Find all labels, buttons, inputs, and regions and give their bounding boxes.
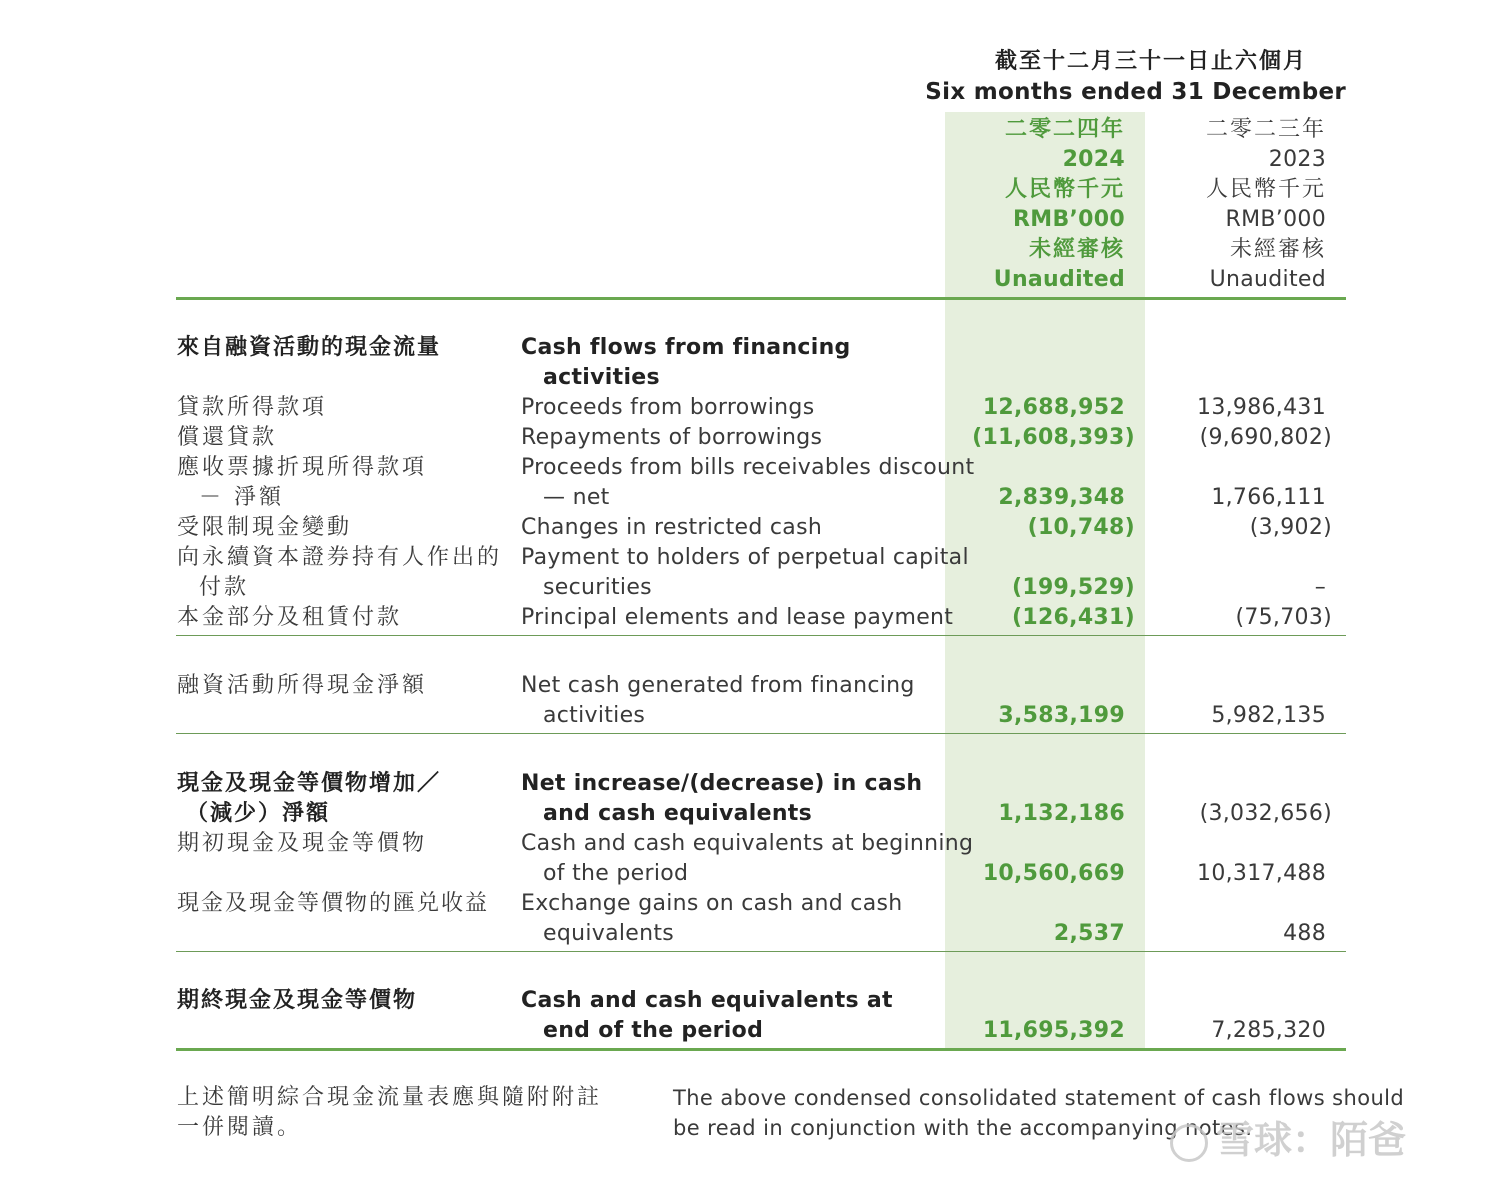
net-increase-label-en-cont: and cash equivalents: [543, 801, 813, 826]
col-2024-unit-zh: 人民幣千元: [1004, 177, 1125, 202]
value-2024: 12,688,952: [982, 395, 1125, 420]
col-2024-audit: Unaudited: [993, 267, 1125, 292]
value-2023: –: [1314, 575, 1326, 600]
value-2024: (11,608,393): [972, 425, 1135, 450]
subtotal-divider: [176, 635, 1346, 636]
row-label-en: Proceeds from borrowings: [521, 395, 815, 420]
row-label-en-cont: securities: [543, 575, 652, 600]
financing-title-en-cont: activities: [543, 365, 660, 390]
value-2024: (199,529): [1011, 575, 1135, 600]
row-label-zh: 應收票據折現所得款項: [177, 455, 428, 480]
footnote-zh: 上述簡明綜合現金流量表應與隨附附註: [177, 1085, 603, 1110]
watermark: [1170, 1118, 1406, 1162]
col-2024-year: 2024: [1062, 147, 1125, 172]
col-2023-year-zh: 二零二三年: [1205, 117, 1326, 142]
watermark-text: 雪球：陌爸: [1216, 1118, 1407, 1162]
net-increase-value-2024: 1,132,186: [998, 801, 1125, 826]
row-label-zh: 償還貸款: [177, 425, 278, 450]
row-label-zh-cont: 付款: [199, 575, 250, 600]
col-2023-unit: RMB’000: [1225, 207, 1326, 232]
exchange-value-2024: 2,537: [1053, 921, 1125, 946]
row-label-en: Repayments of borrowings: [521, 425, 823, 450]
value-2023: 13,986,431: [1197, 395, 1326, 420]
period-title-en: Six months ended 31 December: [925, 79, 1346, 105]
row-label-en-cont: — net: [543, 485, 610, 510]
beginning-value-2024: 10,560,669: [982, 861, 1125, 886]
net-financing-value-2024: 3,583,199: [998, 703, 1125, 728]
beginning-value-2023: 10,317,488: [1197, 861, 1326, 886]
footnote-en: The above condensed consolidated statement of cash flows should: [673, 1086, 1405, 1110]
row-label-en: Principal elements and lease payment: [521, 605, 954, 630]
financing-title-zh: 來自融資活動的現金流量: [177, 335, 442, 360]
col-2023-audit: Unaudited: [1209, 267, 1326, 292]
value-2024: 2,839,348: [998, 485, 1125, 510]
col-2024-unit: RMB’000: [1013, 207, 1125, 232]
beginning-label-en: Cash and cash equivalents at beginning: [521, 831, 974, 856]
net-financing-label-en: Net cash generated from financing: [521, 673, 915, 698]
row-label-en: Proceeds from bills receivables discount: [521, 455, 975, 480]
financing-title-en: Cash flows from financing: [521, 335, 851, 360]
snowball-logo-icon: [1170, 1124, 1208, 1162]
col-2023-unit-zh: 人民幣千元: [1205, 177, 1326, 202]
row-label-zh: 受限制現金變動: [177, 515, 353, 540]
divider: [176, 951, 1346, 952]
col-2024-year-zh: 二零二四年: [1004, 117, 1125, 142]
exchange-label-zh: 現金及現金等價物的匯兑收益: [177, 891, 490, 916]
divider: [176, 733, 1346, 734]
value-2024: (10,748): [1027, 515, 1135, 540]
ending-value-2024: 11,695,392: [982, 1018, 1125, 1043]
net-increase-label-zh-cont: （減少）淨額: [186, 801, 331, 826]
col-2024-audit-zh: 未經審核: [1028, 237, 1125, 262]
net-increase-label-zh: 現金及現金等價物增加／: [177, 771, 442, 796]
beginning-label-zh: 期初現金及現金等價物: [177, 831, 428, 856]
period-title-zh: 截至十二月三十一日止六個月: [994, 49, 1307, 74]
value-2024: (126,431): [1011, 605, 1135, 630]
row-label-en: Payment to holders of perpetual capital: [521, 545, 969, 570]
ending-label-en-cont: end of the period: [543, 1018, 764, 1043]
exchange-value-2023: 488: [1283, 921, 1326, 946]
col-2023-audit-zh: 未經審核: [1229, 237, 1326, 262]
net-financing-label-en-cont: activities: [543, 703, 646, 728]
row-label-zh: 向永續資本證券持有人作出的: [177, 545, 503, 570]
value-2023: (3,902): [1249, 515, 1332, 540]
header-divider: [176, 297, 1346, 300]
net-financing-value-2023: 5,982,135: [1211, 703, 1326, 728]
ending-value-2023: 7,285,320: [1211, 1018, 1326, 1043]
exchange-label-en: Exchange gains on cash and cash: [521, 891, 903, 916]
ending-label-en: Cash and cash equivalents at: [521, 988, 893, 1013]
total-divider: [176, 1048, 1346, 1051]
value-2023: (75,703): [1235, 605, 1332, 630]
net-increase-value-2023: (3,032,656): [1199, 801, 1332, 826]
col-2023-year: 2023: [1268, 147, 1326, 172]
beginning-label-en-cont: of the period: [543, 861, 689, 886]
footnote-zh-cont: 一併閱讀。: [177, 1115, 303, 1140]
net-increase-label-en: Net increase/(decrease) in cash: [521, 771, 923, 796]
row-label-zh-cont: － 淨額: [199, 485, 284, 510]
row-label-zh: 貸款所得款項: [177, 395, 328, 420]
value-2023: (9,690,802): [1199, 425, 1332, 450]
value-2023: 1,766,111: [1211, 485, 1326, 510]
footnote-en-cont: be read in conjunction with the accompanying notes.: [673, 1116, 1253, 1140]
net-financing-label-zh: 融資活動所得現金淨額: [177, 673, 428, 698]
exchange-label-en-cont: equivalents: [543, 921, 675, 946]
ending-label-zh: 期終現金及現金等價物: [177, 988, 418, 1013]
row-label-zh: 本金部分及租賃付款: [177, 605, 403, 630]
row-label-en: Changes in restricted cash: [521, 515, 823, 540]
